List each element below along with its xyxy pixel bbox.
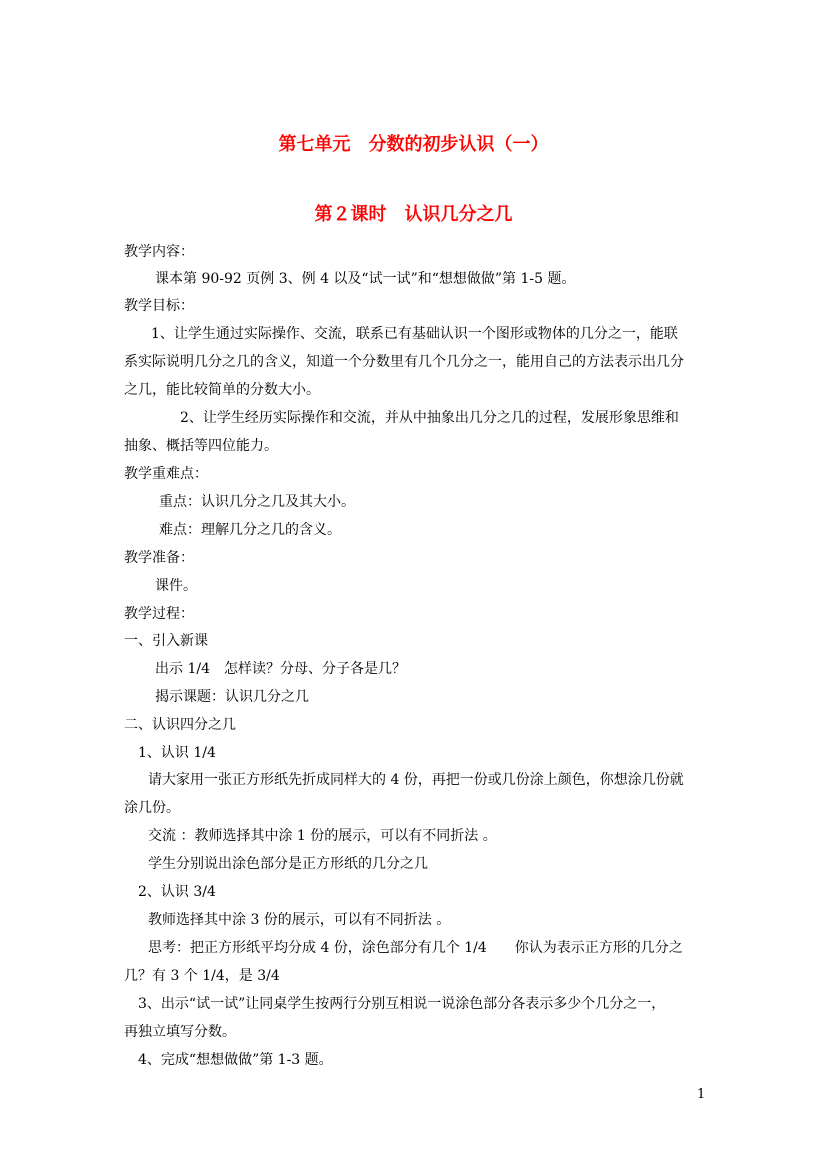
unit-title: 第七单元 分数的初步认识（一）: [278, 134, 549, 155]
section-heading-preparation: 教学准备：: [124, 550, 194, 566]
substep-2-text-2: 思考：把正方形纸平均分成 4 份，涂色部分有几个 1/4 你认为表示正方形的几分之: [148, 940, 683, 956]
substep-2-text-1: 教师选择其中涂 3 份的展示，可以有不同折法 。: [148, 912, 451, 928]
substep-3-text-1: 3、出示“试一试”让同桌学生按两行分别互相说一说涂色部分各表示多少个几分之一，: [138, 996, 666, 1012]
page-number: 1: [697, 1087, 706, 1102]
substep-4-text: 4、完成“想想做做”第 1-3 题。: [138, 1052, 333, 1068]
step-1-text-1: 出示 1/4 怎样读？分母、分子各是几？: [155, 661, 406, 677]
step-1-text-2: 揭示课题：认识几分之几: [155, 689, 309, 705]
lesson-title: 第２课时 认识几分之几: [314, 204, 513, 225]
substep-2-heading: 2、认识 3/4: [138, 884, 216, 900]
section-heading-objectives: 教学目标：: [124, 298, 194, 314]
step-2-heading: 二、认识四分之几: [124, 717, 236, 733]
substep-2-text-3: 几？有 3 个 1/4，是 3/4: [124, 968, 280, 984]
step-1-heading: 一、引入新课: [124, 633, 208, 649]
objective-1-line-1: 1、让学生通过实际操作、交流，联系已有基础认识一个图形或物体的几分之一，能联: [151, 326, 678, 342]
section-heading-content: 教学内容：: [124, 244, 194, 260]
key-point: 重点：认识几分之几及其大小。: [159, 494, 355, 510]
difficult-point: 难点：理解几分之几的含义。: [159, 522, 341, 538]
section-heading-process: 教学过程：: [124, 606, 194, 622]
substep-1-heading: 1、认识 1/4: [138, 745, 216, 761]
substep-3-text-2: 再独立填写分数。: [124, 1024, 236, 1040]
substep-1-text-1: 请大家用一张正方形纸先折成同样大的 4 份，再把一份或几份涂上颜色，你想涂几份就: [148, 772, 684, 788]
preparation-text: 课件。: [155, 578, 197, 594]
content-text: 课本第 90-92 页例 3、例 4 以及“试一试”和“想想做做”第 1-5 题。: [155, 271, 576, 287]
objective-1-line-3: 之几，能比较简单的分数大小。: [124, 382, 320, 398]
objective-2-line-1: 2、让学生经历实际操作和交流，并从中抽象出几分之几的过程，发展形象思维和: [180, 410, 679, 426]
objective-1-line-2: 系实际说明几分之几的含义，知道一个分数里有几个几分之一，能用自己的方法表示出几分: [124, 354, 684, 370]
section-heading-key-points: 教学重难点：: [124, 466, 208, 482]
substep-1-text-4: 学生分别说出涂色部分是正方形纸的几分之几: [148, 856, 428, 872]
objective-2-line-2: 抽象、概括等四位能力。: [124, 438, 278, 454]
substep-1-text-2: 涂几份。: [124, 800, 180, 816]
substep-1-text-3: 交流 ：教师选择其中涂 1 份的展示，可以有不同折法 。: [148, 828, 497, 844]
